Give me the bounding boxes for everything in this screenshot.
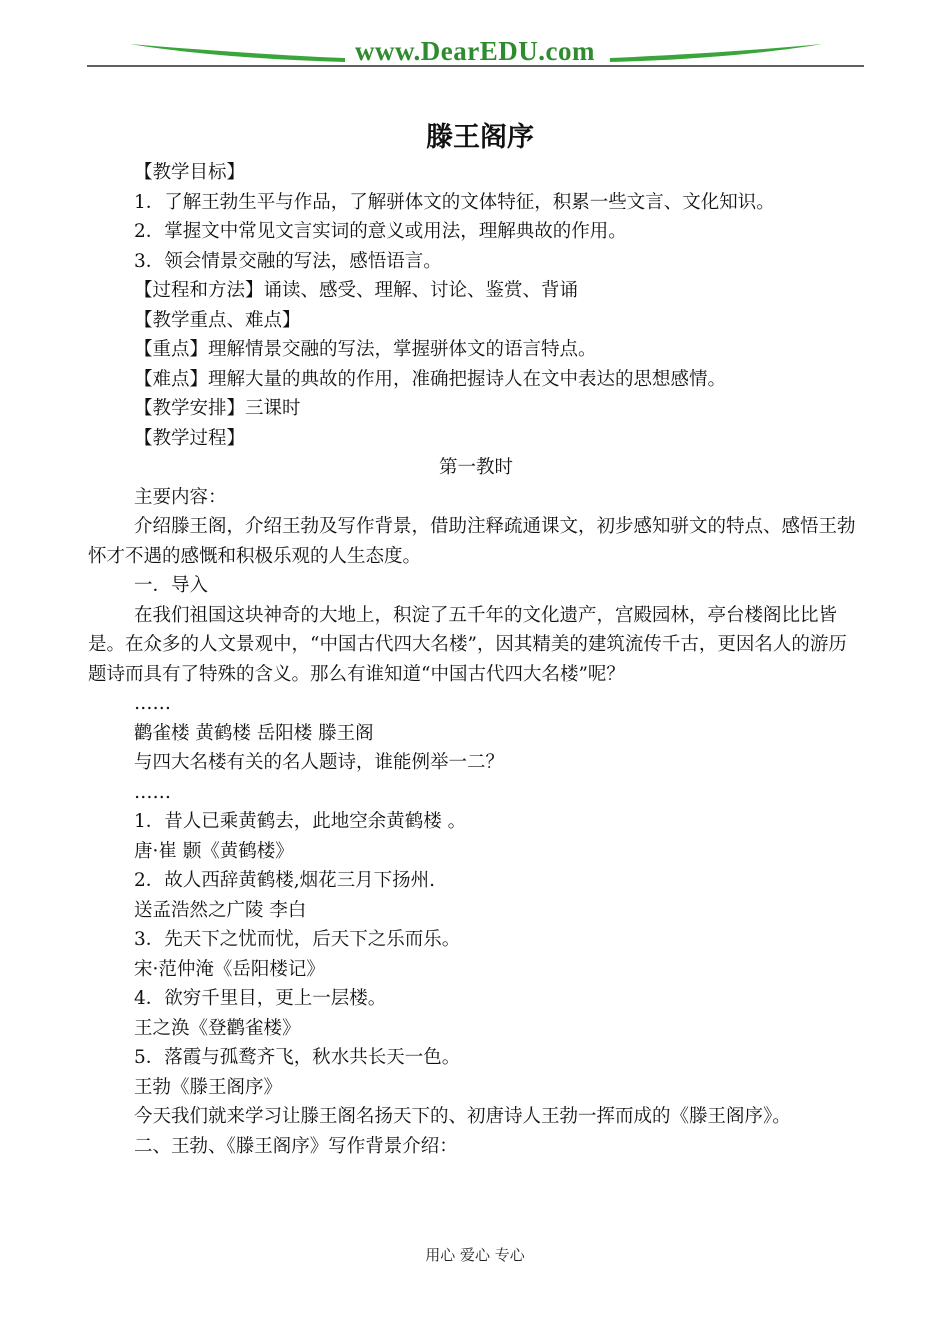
site-brand: www.DearEDU.com [355, 36, 595, 66]
paragraph-line: 【过程和方法】诵读、感受、理解、讨论、鉴赏、背诵 [134, 280, 579, 301]
paragraph-line: 5．落霞与孤鹜齐飞，秋水共长天一色。 [134, 1047, 461, 1068]
paragraph-line: 王勃《滕王阁序》 [134, 1076, 283, 1098]
paragraph-line: 在我们祖国这块神奇的大地上，积淀了五千年的文化遗产，宫殿园林，亭台楼阁比比皆是。在众多的人文景观中，“中国古代四大名楼”，因其精美的建筑流传千古，更因名人的游历题诗而具有了特殊的含义。那么有谁知道“中国古代四大名楼”呢？ [88, 604, 847, 685]
paragraph-line: …… [134, 693, 171, 714]
document-lines [88, 158, 864, 1161]
paragraph-line: 【教学过程】 [134, 427, 246, 449]
paragraph-line: 1．昔人已乘黄鹤去，此地空余黄鹤楼 。 [134, 811, 467, 832]
paragraph-line: 【教学重点、难点】 [134, 309, 301, 331]
paragraph-line: 介绍滕王阁，介绍王勃及写作背景，借助注释疏通课文，初步感知骈文的特点、感悟王勃怀才不遇的感慨和积极乐观的人生态度。 [88, 516, 856, 567]
paragraph-line: 送孟浩然之广陵 李白 [134, 899, 307, 921]
paragraph-line: 1．了解王勃生平与作品，了解骈体文的文体特征，积累一些文言、文化知识。 [134, 191, 775, 213]
paragraph-line: 鹳雀楼 黄鹤楼 岳阳楼 滕王阁 [134, 722, 374, 744]
paragraph-line: 【教学目标】 [134, 162, 246, 183]
paragraph-line: 【教学安排】三课时 [134, 398, 301, 419]
paragraph-line: 【难点】理解大量的典故的作用，准确把握诗人在文中表达的思想感情。 [134, 368, 727, 390]
paragraph-line: 3．领会情景交融的写法，感悟语言。 [134, 250, 442, 272]
paragraph-line: 一．导入 [134, 575, 209, 596]
paragraph-line: 2．掌握文中常见文言实词的意义或用法，理解典故的作用。 [134, 221, 627, 242]
paragraph-line: …… [134, 781, 171, 803]
paragraph-line: 今天我们就来学习让滕王阁名扬天下的、初唐诗人王勃一挥而成的《滕王阁序》。 [134, 1106, 791, 1127]
paragraph-line: 3．先天下之忧而忧，后天下之乐而乐。 [134, 929, 461, 950]
document-body [88, 118, 864, 1161]
paragraph-line: 二、王勃、《滕王阁序》写作背景介绍： [134, 1135, 458, 1157]
paragraph-line: 王之涣《登鹳雀楼》 [134, 1017, 301, 1039]
page-header [0, 0, 950, 75]
paragraph-line: 【重点】理解情景交融的写法，掌握骈体文的语言特点。 [134, 339, 597, 360]
page-footer: 用心 爱心 专心 [425, 1246, 525, 1264]
paragraph-line: 宋·范仲淹《岳阳楼记》 [134, 958, 325, 980]
paragraph-line: 第一教时 [438, 457, 513, 478]
paragraph-line: 与四大名楼有关的名人题诗，谁能例举一二？ [134, 752, 505, 773]
paragraph-line: 主要内容： [134, 486, 227, 508]
page-title: 滕王阁序 [426, 122, 534, 153]
paragraph-line: 唐·崔 颢《黄鹤楼》 [134, 840, 294, 862]
paragraph-line: 2．故人西辞黄鹤楼,烟花三月下扬州. [134, 870, 436, 891]
paragraph-line: 4．欲穷千里目，更上一层楼。 [134, 988, 387, 1009]
